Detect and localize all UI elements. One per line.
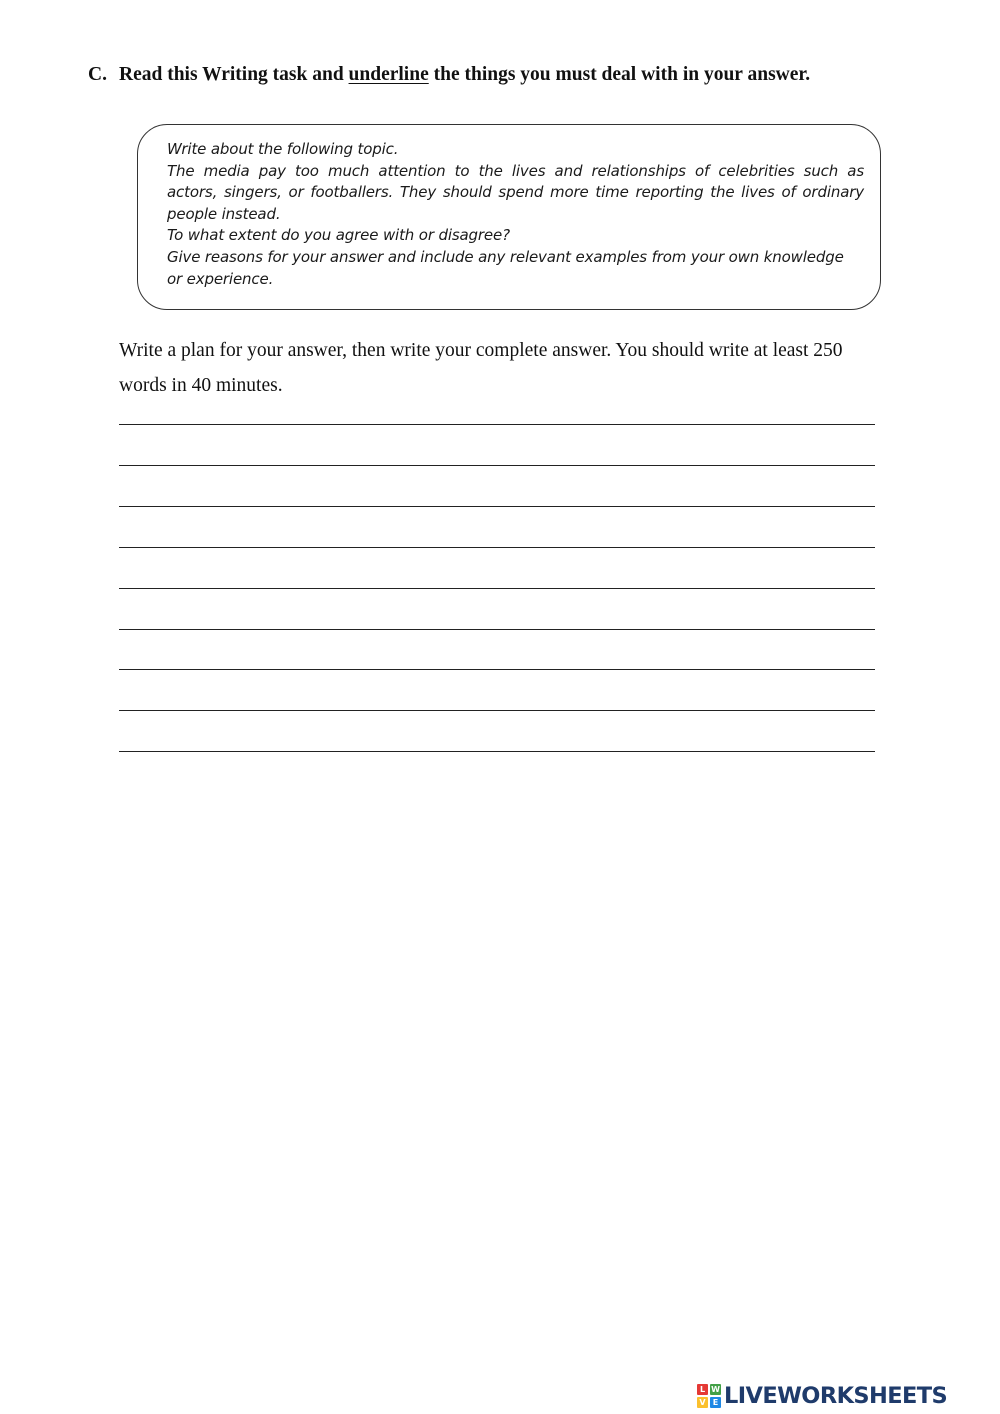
answer-line[interactable] — [119, 629, 875, 630]
task-line: Write about the following topic. — [167, 140, 399, 158]
answer-line[interactable] — [119, 424, 875, 425]
exercise-heading — [88, 64, 948, 86]
task-line: or experience. — [167, 269, 274, 288]
answer-line[interactable] — [119, 669, 875, 670]
logo-tile: L — [697, 1384, 708, 1395]
liveworksheets-logo-icon — [697, 1384, 721, 1408]
task-line: people instead. — [167, 204, 281, 223]
task-line: The media pay too much attention to the lives and relationships of celebrities such as — [167, 161, 864, 180]
heading-underlined-word: underline — [348, 64, 429, 85]
answer-line[interactable] — [119, 588, 875, 589]
liveworksheets-brand — [697, 1381, 947, 1411]
answer-line[interactable] — [119, 465, 875, 466]
heading-suffix: the things you must deal with in your answer. — [428, 64, 811, 85]
task-line: actors, singers, or footballers. They should spend more time reporting the lives of ordinary — [167, 183, 864, 202]
instructions-text: Write a plan for your answer, then write your complete answer. You should write at least 250 words in 40 minutes. — [119, 340, 843, 396]
logo-tile: V — [697, 1397, 708, 1408]
task-line: To what extent do you agree with or disagree? — [167, 226, 510, 245]
heading-prefix: Read this Writing task and — [119, 64, 349, 85]
answer-line[interactable] — [119, 506, 875, 507]
answer-line[interactable] — [119, 547, 875, 548]
exercise-letter: C. — [88, 64, 107, 85]
answer-line[interactable] — [119, 751, 875, 752]
brand-name: LIVEWORKSHEETS — [724, 1383, 948, 1409]
logo-tile: E — [710, 1397, 721, 1408]
answer-line[interactable] — [119, 710, 875, 711]
logo-tile: W — [711, 1384, 720, 1394]
task-line: Give reasons for your answer and include any relevant examples from your own knowledge — [167, 247, 844, 266]
writing-task-box — [137, 124, 881, 310]
